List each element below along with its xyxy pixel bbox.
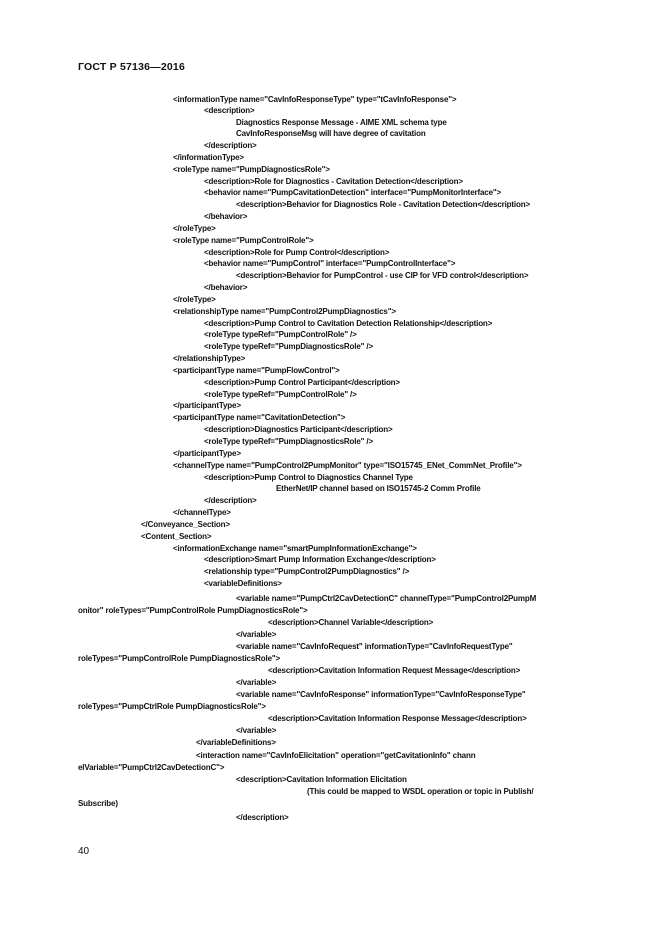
code-line: <description>Role for Diagnostics - Cavitation Detection</description>	[204, 177, 463, 186]
code-line: <description>Pump Control to Diagnostics Channel Type	[204, 473, 413, 482]
code-line: <variable name="CavInfoResponse" informationType="CavInfoResponseType"	[236, 690, 526, 699]
code-line: <interaction name="CavInfoElicitation" operation="getCavitationInfo" chann	[196, 751, 476, 760]
code-line: <informationExchange name="smartPumpInformationExchange">	[173, 544, 417, 553]
code-line: <description>Channel Variable</description>	[268, 618, 434, 627]
code-line: <channelType name="PumpControl2PumpMonitor" type="ISO15745_ENet_CommNet_Profile">	[173, 461, 522, 470]
code-line: EtherNet/IP channel based on ISO15745-2 Comm Profile	[276, 484, 481, 493]
code-line: <behavior name="PumpCavitationDetection" interface="PumpMonitorInterface">	[204, 188, 502, 197]
code-line: </participantType>	[173, 449, 241, 458]
page-number: 40	[78, 846, 90, 857]
code-line: <roleType name="PumpDiagnosticsRole">	[173, 165, 330, 174]
code-line: <roleType typeRef="PumpControlRole" />	[204, 330, 357, 339]
code-line: </description>	[204, 496, 257, 505]
code-line: </Conveyance_Section>	[141, 520, 230, 529]
code-line: <roleType typeRef="PumpControlRole" />	[204, 390, 357, 399]
code-line: onitor" roleTypes="PumpControlRole PumpDiagnosticsRole">	[78, 606, 308, 615]
code-line: <Content_Section>	[141, 532, 212, 541]
code-line: <variable name="PumpCtrl2CavDetectionC" channelType="PumpControl2PumpM	[236, 594, 537, 603]
code-line: </variable>	[236, 726, 277, 735]
code-line: Subscribe)	[78, 799, 118, 808]
code-line: <description>Cavitation Information Response Message</description>	[268, 714, 527, 723]
code-line: </variable>	[236, 678, 277, 687]
code-line: <roleType typeRef="PumpDiagnosticsRole" />	[204, 342, 373, 351]
code-line: <roleType typeRef="PumpDiagnosticsRole" />	[204, 437, 373, 446]
code-line: </channelType>	[173, 508, 231, 517]
code-line: <participantType name="CavitationDetection">	[173, 413, 346, 422]
code-line: </behavior>	[204, 283, 248, 292]
code-line: (This could be mapped to WSDL operation or topic in Publish/	[307, 787, 534, 796]
code-line: <variableDefinitions>	[204, 579, 282, 588]
code-line: <participantType name="PumpFlowControl">	[173, 366, 340, 375]
code-line: </roleType>	[173, 295, 216, 304]
code-line: <relationshipType name="PumpControl2PumpDiagnostics">	[173, 307, 396, 316]
code-line: <description>Diagnostics Participant</description>	[204, 425, 393, 434]
code-line: </variableDefinitions>	[196, 738, 276, 747]
code-line: Diagnostics Response Message - AIME XML schema type	[236, 118, 447, 127]
code-line: CavInfoResponseMsg will have degree of cavitation	[236, 129, 426, 138]
code-line: <description>	[204, 106, 255, 115]
code-line: </variable>	[236, 630, 277, 639]
code-line: <description>Behavior for PumpControl - use CIP for VFD control</description>	[236, 271, 529, 280]
code-line: </description>	[236, 813, 289, 822]
code-line: <description>Cavitation Information Request Message</description>	[268, 666, 521, 675]
code-line: roleTypes="PumpCtrlRole PumpDiagnosticsRole">	[78, 702, 266, 711]
code-line: </relationshipType>	[173, 354, 246, 363]
code-line: </description>	[204, 141, 257, 150]
code-line: </participantType>	[173, 401, 241, 410]
code-line: <variable name="CavInfoRequest" informationType="CavInfoRequestType"	[236, 642, 513, 651]
code-line: <informationType name="CavInfoResponseType" type="tCavInfoResponse">	[173, 95, 457, 104]
code-line: roleTypes="PumpControlRole PumpDiagnosticsRole">	[78, 654, 281, 663]
code-line: </behavior>	[204, 212, 248, 221]
code-line: <description>Pump Control to Cavitation Detection Relationship</description>	[204, 319, 493, 328]
code-line: <behavior name="PumpControl" interface="PumpControlInterface">	[204, 259, 456, 268]
code-line: elVariable="PumpCtrl2CavDetectionC">	[78, 763, 225, 772]
page-header-standard-id: ГОСТ Р 57136—2016	[78, 61, 186, 73]
code-line: </roleType>	[173, 224, 216, 233]
code-line: <description>Smart Pump Information Exchange</description>	[204, 555, 436, 564]
code-line: <roleType name="PumpControlRole">	[173, 236, 314, 245]
code-line: <description>Role for Pump Control</description>	[204, 248, 390, 257]
code-line: <relationship type="PumpControl2PumpDiagnostics" />	[204, 567, 410, 576]
code-line: <description>Pump Control Participant</description>	[204, 378, 400, 387]
code-line: </informationType>	[173, 153, 244, 162]
code-line: <description>Behavior for Diagnostics Role - Cavitation Detection</description>	[236, 200, 530, 209]
code-line: <description>Cavitation Information Elicitation	[236, 775, 407, 784]
